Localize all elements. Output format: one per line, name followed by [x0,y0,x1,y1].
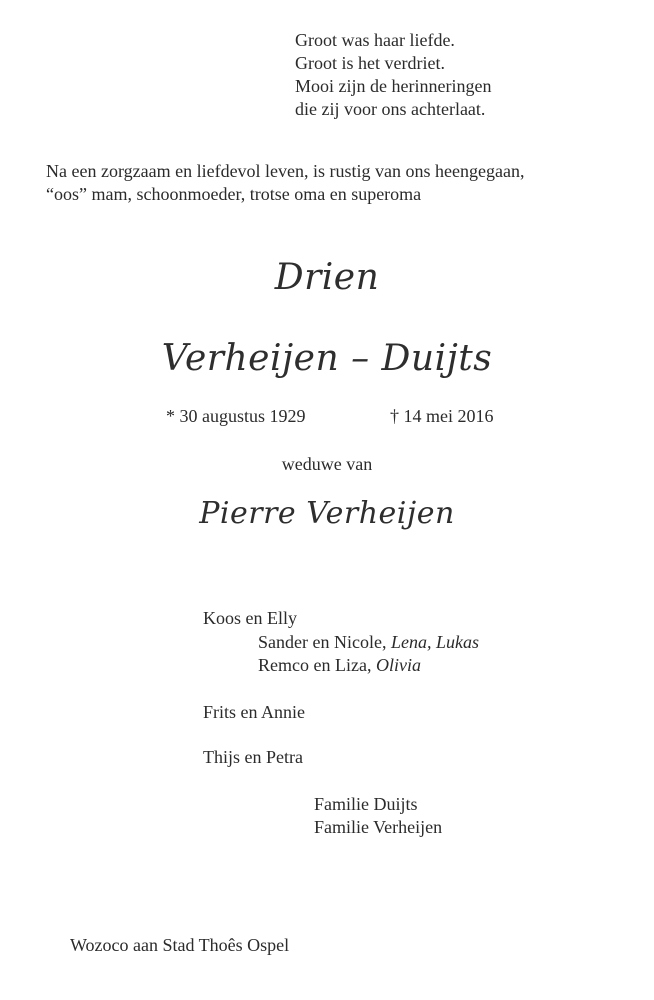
great-grandchildren: Olivia [375,655,421,675]
family-couple: Thijs en Petra [203,747,303,767]
intro-line: Na een zorgzaam en liefdevol leven, is rustig van ons heengegaan, [46,161,525,181]
intro-line: “oos” mam, schoonmoeder, trotse oma en superoma [46,184,422,204]
poem [295,29,491,121]
poem-line: Mooi zijn de herinneringen [295,76,492,96]
widow-label: weduwe van [281,454,373,474]
death-date: † 14 mei 2016 [390,406,494,426]
grandchildren-line [258,654,421,677]
spouse-name: Pierre Verheijen [199,496,455,531]
deceased-full-name: Verheijen – Duijts [161,338,493,379]
footer-location: Wozoco aan Stad Thoês Ospel [70,935,290,955]
grandchildren-parents: Sander en Nicole, [258,632,391,652]
great-grandchildren: Lena, Lukas [390,632,479,652]
extended-family: Familie Verheijen [314,817,443,837]
grandchildren-line [258,631,479,654]
extended-family: Familie Duijts [314,794,418,814]
deceased-first-name: Drien [274,257,380,298]
poem-line: Groot was haar liefde. [295,30,455,50]
poem-line: die zij voor ons achterlaat. [295,99,486,119]
poem-line: Groot is het verdriet. [295,53,445,73]
family-couple: Frits en Annie [203,702,305,722]
grandchildren-parents: Remco en Liza, [258,655,376,675]
birth-date: * 30 augustus 1929 [166,406,306,426]
intro-text [46,160,525,206]
family-couple: Koos en Elly [203,608,297,628]
